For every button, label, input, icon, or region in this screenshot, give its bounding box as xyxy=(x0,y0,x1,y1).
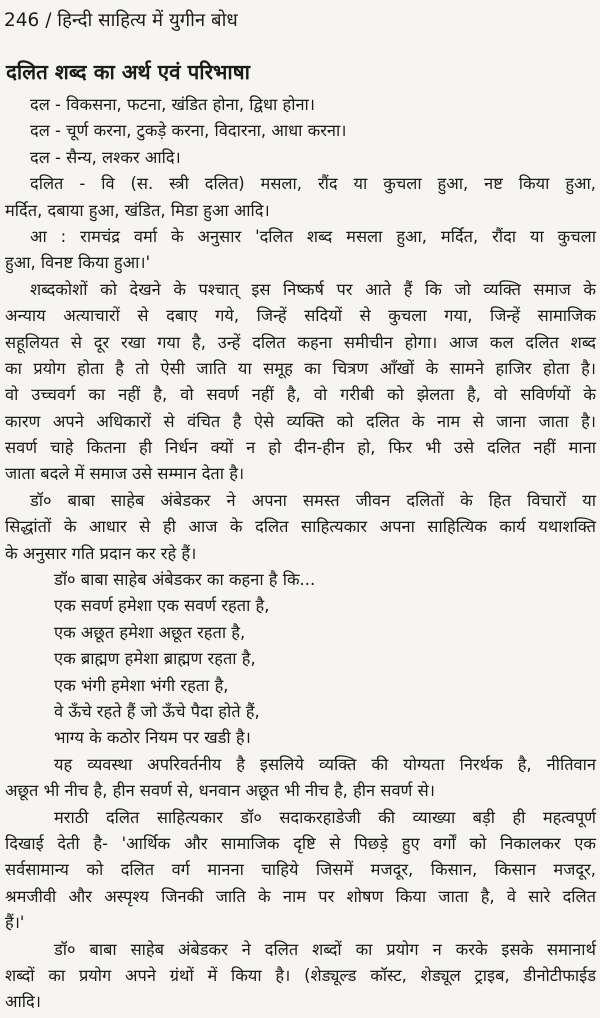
paragraph-line: शब्दकोशों को देखने के पश्चात् इस निष्कर्ष पर आते हैं कि जो व्यक्ति समाज के xyxy=(30,279,596,299)
paragraph-line: श्रमजीवी और अस्पृश्य जिनकी जाति के नाम पर शोषण किया जाता है, वे सारे दलित xyxy=(5,886,596,906)
definition-line: दल - सैन्य, लश्कर आदि। xyxy=(30,147,181,167)
paragraph-line: शब्दों का प्रयोग अपने ग्रंथों में किया है। (शेड्यूल्ड कॉस्ट, शेड्यूल ट्राइब, डीनोटीफाईड xyxy=(5,965,596,985)
definition-line: दल - विकसना, फटना, खंडित होना, द्विधा होना। xyxy=(30,95,315,114)
paragraph-line: अन्याय अत्याचारों से दबाए गये, जिन्हें सदियों से कुचला गया, जिन्हें सामाजिक xyxy=(5,306,596,326)
definition-line: दलित - वि (स. स्त्री दलित) मसला, रौंद या कुचला हुआ, नष्ट किया हुआ, xyxy=(30,174,596,194)
definition-line: दल - चूर्ण करना, टुकड़े करना, विदारना, आधा करना। xyxy=(30,121,347,141)
section-title: दलित शब्द का अर्थ एवं परिभाषा xyxy=(6,60,250,84)
paragraph-line: सहूलियत से दूर रखा गया है, उन्हें दलित कहना समीचीन होगा। आज कल दलित शब्द xyxy=(5,332,596,352)
paragraph-line: डॉ० बाबा साहेब अंबेडकर का कहना है कि... xyxy=(54,570,316,590)
body-text xyxy=(0,92,600,1016)
text-line: मर्दित, दबाया हुआ, खंडित, मिडा हुआ आदि। xyxy=(5,200,270,220)
paragraph-line: कारण अपने अधिकारों से वंचित है ऐसे व्यक्ति को दलित के नाम से जाना जाता है। xyxy=(5,411,596,431)
verse-line: एक अछूत हमेशा अछूत रहता है, xyxy=(54,622,246,642)
paragraph-line: के अनुसार गति प्रदान कर रहे हैं। xyxy=(5,543,197,563)
verse-line: एक ब्राह्मण हमेशा ब्राह्मण रहता है, xyxy=(54,649,256,669)
verse-line: एक सवर्ण हमेशा एक सवर्ण रहता है, xyxy=(54,596,270,616)
verse-line: भाग्य के कठोर नियम पर खडी है। xyxy=(54,728,251,748)
paragraph-line: जाता बदले में समाज उसे सम्मान देता है। xyxy=(5,464,245,484)
paragraph-line: सिद्धांतों के आधार से ही आज के दलित साहित्यकार अपना साहित्यिक कार्य यथाशक्ति xyxy=(5,517,596,537)
paragraph-line: सवर्ण चाहे कितना ही निर्धन क्यों न हो दीन-हीन हो, फिर भी उसे दलित नहीं माना xyxy=(5,438,596,458)
paragraph-line: अछूत भी नीच है, हीन सवर्ण से, धनवान अछूत भी नीच है, हीन सवर्ण से। xyxy=(5,781,435,801)
paragraph-line: वो उच्चवर्ग का नहीं है, वो सवर्ण नहीं है, वो गरीबी को झेलता है, वो सविर्णयों के xyxy=(5,385,596,405)
paragraph-line: का प्रयोग होता है तो ऐसी जाति या समूह का चित्रण आँखों के सामने हाजिर होता है। xyxy=(5,358,596,378)
paragraph-line: सर्वसामान्य को दलित वर्ग मानना चाहिये जिसमें मजदूर, किसान, किसान मजदूर, xyxy=(5,860,596,880)
paragraph-line: डॉ० बाबा साहेब अंबेडकर ने अपना समस्त जीवन दलितों के हित विचारों या xyxy=(30,490,596,510)
verse-line: वे ऊँचे रहते हैं जो ऊँचे पैदा होते हैं, xyxy=(54,701,260,721)
quote-line: आ : रामचंद्र वर्मा के अनुसार 'दलित शब्द मसला हुआ, मर्दित, रौंदा या कुचला xyxy=(30,226,596,246)
paragraph-line: हैं।' xyxy=(5,913,25,933)
paragraph-line: डॉ० बाबा साहेब अंबेडकर ने दलित शब्दों का प्रयोग न करके इसके समानार्थ xyxy=(54,939,596,959)
paragraph-line: दिखाई देती है- 'आर्थिक और सामाजिक दृष्टि से पिछड़े हुए वर्गों को निकालकर एक xyxy=(5,833,596,853)
running-header: 246 / हिन्दी साहित्य में युगीन बोध xyxy=(4,10,238,31)
paragraph-line: मराठी दलित साहित्यकार डॉ० सदाकरहाडेजी की व्याख्या बड़ी ही महत्वपूर्ण xyxy=(54,807,596,827)
verse-line: एक भंगी हमेशा भंगी रहता है, xyxy=(54,675,229,695)
paragraph-line: आदि। xyxy=(5,992,41,1012)
paragraph-line: यह व्यवस्था अपरिवर्तनीय है इसलिये व्यक्ति की योग्यता निरर्थक है, नीतिवान xyxy=(54,754,596,774)
text-line: हुआ, विनष्ट किया हुआ।' xyxy=(5,253,151,273)
